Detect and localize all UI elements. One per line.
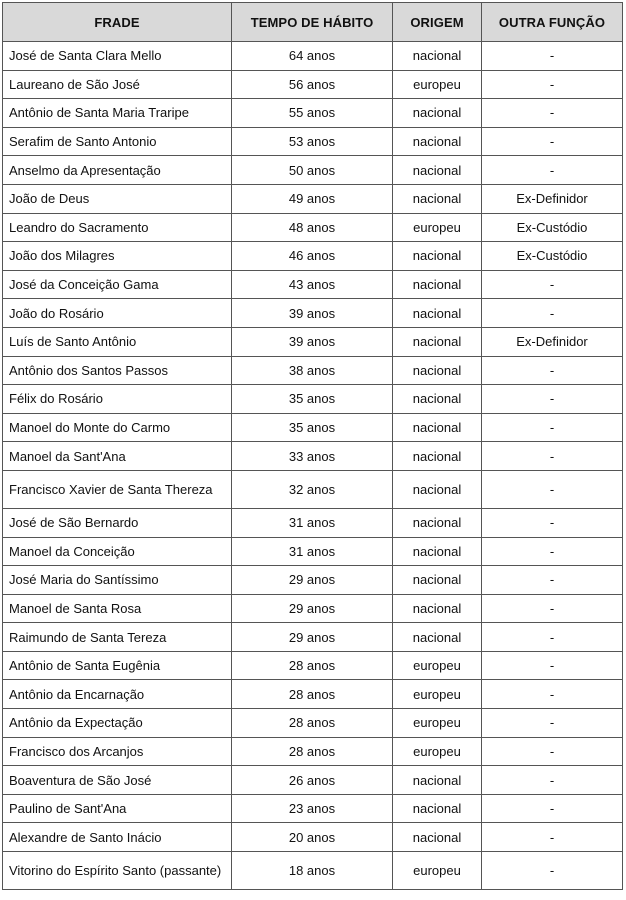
table-row	[3, 385, 623, 414]
column-header-origem: ORIGEM	[393, 3, 482, 42]
cell-origem: nacional	[393, 413, 482, 442]
cell-origem: nacional	[393, 242, 482, 271]
table-row	[3, 623, 623, 652]
cell-tempo: 20 anos	[232, 823, 393, 852]
cell-tempo: 18 anos	[232, 852, 393, 890]
cell-funcao: -	[482, 508, 623, 537]
cell-funcao: Ex-Custódio	[482, 242, 623, 271]
cell-origem: nacional	[393, 566, 482, 595]
column-header-frade: FRADE	[3, 3, 232, 42]
cell-frade: José de São Bernardo	[3, 508, 232, 537]
cell-origem: nacional	[393, 508, 482, 537]
cell-origem: nacional	[393, 184, 482, 213]
table-row	[3, 413, 623, 442]
friars-table	[2, 2, 623, 890]
column-header-funcao: OUTRA FUNÇÃO	[482, 3, 623, 42]
cell-origem: nacional	[393, 385, 482, 414]
table-row	[3, 327, 623, 356]
cell-funcao: -	[482, 42, 623, 71]
cell-origem: europeu	[393, 651, 482, 680]
cell-origem: nacional	[393, 766, 482, 795]
cell-tempo: 43 anos	[232, 270, 393, 299]
cell-tempo: 32 anos	[232, 470, 393, 508]
cell-funcao: -	[482, 794, 623, 823]
cell-frade: José da Conceição Gama	[3, 270, 232, 299]
cell-frade: Antônio da Encarnação	[3, 680, 232, 709]
table-row	[3, 156, 623, 185]
cell-origem: nacional	[393, 327, 482, 356]
table-row	[3, 709, 623, 738]
cell-origem: nacional	[393, 299, 482, 328]
cell-funcao: -	[482, 594, 623, 623]
cell-tempo: 26 anos	[232, 766, 393, 795]
cell-tempo: 39 anos	[232, 299, 393, 328]
cell-tempo: 35 anos	[232, 413, 393, 442]
cell-frade: José Maria do Santíssimo	[3, 566, 232, 595]
table-row	[3, 852, 623, 890]
cell-tempo: 38 anos	[232, 356, 393, 385]
cell-funcao: -	[482, 299, 623, 328]
cell-frade: João do Rosário	[3, 299, 232, 328]
cell-frade: Luís de Santo Antônio	[3, 327, 232, 356]
cell-funcao: -	[482, 99, 623, 128]
cell-tempo: 29 anos	[232, 566, 393, 595]
cell-frade: Manoel da Conceição	[3, 537, 232, 566]
cell-frade: Serafim de Santo Antonio	[3, 127, 232, 156]
cell-frade: José de Santa Clara Mello	[3, 42, 232, 71]
cell-funcao: -	[482, 766, 623, 795]
cell-frade: Alexandre de Santo Inácio	[3, 823, 232, 852]
cell-tempo: 48 anos	[232, 213, 393, 242]
cell-funcao: -	[482, 413, 623, 442]
table-row	[3, 270, 623, 299]
cell-funcao: -	[482, 566, 623, 595]
table-row	[3, 442, 623, 471]
table-row	[3, 299, 623, 328]
cell-frade: Anselmo da Apresentação	[3, 156, 232, 185]
cell-origem: europeu	[393, 680, 482, 709]
table-row	[3, 42, 623, 71]
table-row	[3, 470, 623, 508]
cell-funcao: -	[482, 70, 623, 99]
cell-frade: João dos Milagres	[3, 242, 232, 271]
cell-tempo: 29 anos	[232, 594, 393, 623]
table-row	[3, 242, 623, 271]
cell-frade: Raimundo de Santa Tereza	[3, 623, 232, 652]
cell-funcao: -	[482, 737, 623, 766]
cell-tempo: 28 anos	[232, 737, 393, 766]
cell-funcao: -	[482, 709, 623, 738]
cell-frade: Laureano de São José	[3, 70, 232, 99]
cell-funcao: -	[482, 680, 623, 709]
table-row	[3, 99, 623, 128]
cell-origem: nacional	[393, 356, 482, 385]
cell-frade: Francisco Xavier de Santa Thereza	[3, 470, 232, 508]
cell-frade: Francisco dos Arcanjos	[3, 737, 232, 766]
cell-origem: europeu	[393, 70, 482, 99]
cell-tempo: 49 anos	[232, 184, 393, 213]
table-row	[3, 680, 623, 709]
cell-origem: nacional	[393, 537, 482, 566]
cell-tempo: 31 anos	[232, 508, 393, 537]
cell-tempo: 39 anos	[232, 327, 393, 356]
cell-funcao: Ex-Definidor	[482, 327, 623, 356]
table-row	[3, 566, 623, 595]
table-row	[3, 537, 623, 566]
table-row	[3, 794, 623, 823]
table-row	[3, 356, 623, 385]
cell-origem: europeu	[393, 852, 482, 890]
cell-tempo: 55 anos	[232, 99, 393, 128]
table-row	[3, 823, 623, 852]
cell-origem: nacional	[393, 156, 482, 185]
cell-frade: Antônio da Expectação	[3, 709, 232, 738]
cell-funcao: Ex-Definidor	[482, 184, 623, 213]
cell-origem: nacional	[393, 99, 482, 128]
table-row	[3, 766, 623, 795]
table-row	[3, 184, 623, 213]
cell-origem: nacional	[393, 823, 482, 852]
cell-frade: Leandro do Sacramento	[3, 213, 232, 242]
cell-tempo: 33 anos	[232, 442, 393, 471]
column-header-tempo: TEMPO DE HÁBITO	[232, 3, 393, 42]
cell-tempo: 46 anos	[232, 242, 393, 271]
cell-origem: nacional	[393, 470, 482, 508]
cell-funcao: -	[482, 270, 623, 299]
cell-tempo: 53 anos	[232, 127, 393, 156]
cell-origem: europeu	[393, 213, 482, 242]
table-row	[3, 594, 623, 623]
cell-funcao: -	[482, 127, 623, 156]
cell-funcao: -	[482, 156, 623, 185]
table-row	[3, 737, 623, 766]
cell-funcao: -	[482, 852, 623, 890]
cell-frade: Boaventura de São José	[3, 766, 232, 795]
cell-frade: Vitorino do Espírito Santo (passante)	[3, 852, 232, 890]
cell-tempo: 35 anos	[232, 385, 393, 414]
cell-frade: Manoel da Sant'Ana	[3, 442, 232, 471]
cell-origem: nacional	[393, 794, 482, 823]
cell-tempo: 56 anos	[232, 70, 393, 99]
cell-tempo: 50 anos	[232, 156, 393, 185]
cell-frade: Antônio de Santa Eugênia	[3, 651, 232, 680]
cell-origem: nacional	[393, 270, 482, 299]
cell-frade: Antônio de Santa Maria Traripe	[3, 99, 232, 128]
cell-origem: nacional	[393, 442, 482, 471]
cell-tempo: 23 anos	[232, 794, 393, 823]
table-row	[3, 651, 623, 680]
cell-tempo: 64 anos	[232, 42, 393, 71]
cell-frade: Félix do Rosário	[3, 385, 232, 414]
table-row	[3, 213, 623, 242]
cell-tempo: 28 anos	[232, 680, 393, 709]
cell-funcao: -	[482, 651, 623, 680]
header-row	[3, 3, 623, 42]
cell-frade: Manoel de Santa Rosa	[3, 594, 232, 623]
table-row	[3, 127, 623, 156]
cell-funcao: -	[482, 470, 623, 508]
cell-tempo: 28 anos	[232, 709, 393, 738]
cell-frade: Manoel do Monte do Carmo	[3, 413, 232, 442]
cell-funcao: -	[482, 356, 623, 385]
cell-origem: nacional	[393, 594, 482, 623]
cell-funcao: -	[482, 537, 623, 566]
cell-funcao: -	[482, 442, 623, 471]
cell-origem: europeu	[393, 709, 482, 738]
cell-origem: nacional	[393, 42, 482, 71]
cell-frade: João de Deus	[3, 184, 232, 213]
cell-tempo: 29 anos	[232, 623, 393, 652]
cell-frade: Antônio dos Santos Passos	[3, 356, 232, 385]
cell-frade: Paulino de Sant'Ana	[3, 794, 232, 823]
cell-funcao: -	[482, 823, 623, 852]
cell-origem: nacional	[393, 127, 482, 156]
cell-tempo: 31 anos	[232, 537, 393, 566]
table-row	[3, 70, 623, 99]
cell-tempo: 28 anos	[232, 651, 393, 680]
table-row	[3, 508, 623, 537]
cell-origem: europeu	[393, 737, 482, 766]
cell-origem: nacional	[393, 623, 482, 652]
cell-funcao: Ex-Custódio	[482, 213, 623, 242]
cell-funcao: -	[482, 623, 623, 652]
cell-funcao: -	[482, 385, 623, 414]
